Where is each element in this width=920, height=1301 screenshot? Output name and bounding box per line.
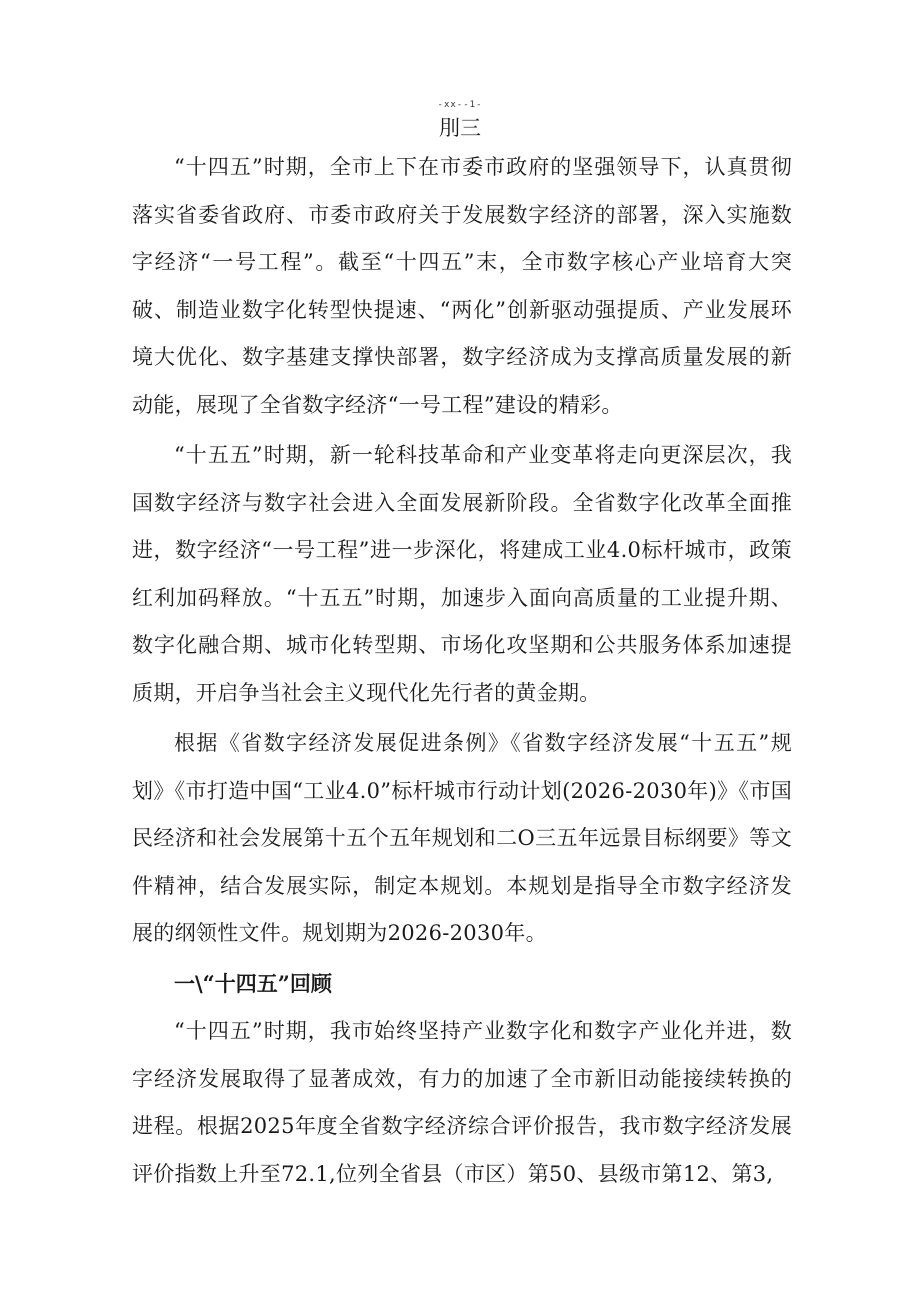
page-title: 刖三 [439,116,481,140]
paragraph-basis: 根据《省数字经济发展促进条例》《省数字经济发展“十五五”规划》《市打造中国“工业4.0”标杆城市行动计划(2026-2030年)》《市国民经济和社会发展第十五个五年规划和二O三五年远景目标纲要》等文件精神，结合发展实际，制定本规划。本规划是指导全市数字经济发展的纲领性文件。规划期为2026-2030年。 [132,731,792,946]
paragraph-review: “十四五”时期，我市始终坚持产业数字化和数字产业化并进，数字经济发展取得了显著成效，有力的加速了全市新旧动能接续转换的进程。根据2025年度全省数字经济综合评价报告，我市数字经济发展评价指数上升至72.1,位列全省县（市区）第50、县级市第12、第3, [132,1019,792,1186]
paragraph-intro: “十四五”时期，全市上下在市委市政府的坚强领导下，认真贯彻落实省委省政府、市委市政府关于发展数字经济的部署，深入实施数字经济“一号工程”。截至“十四五”末，全市数字核心产业培育大突破、制造业数字化转型快提速、“两化”创新驱动强提质、产业发展环境大优化、数字基建支撑快部署，数字经济成为支撑高质量发展的新动能，展现了全省数字经济“一号工程”建设的精彩。 [132,155,792,417]
section-heading: 一\“十四五”回顾 [174,971,332,996]
paragraph-outlook: “十五五”时期，新一轮科技革命和产业变革将走向更深层次，我国数字经济与数字社会进入全面发展新阶段。全省数字化改革全面推进，数字经济“一号工程”进一步深化，将建成工业4.0标杆城市，政策红利加码释放。“十五五”时期，加速步入面向高质量的工业提升期、数字化融合期、城市化转型期、市场化攻坚期和公共服务体系加速提质期，开启争当社会主义现代化先行者的黄金期。 [132,443,792,705]
page-number-mark: -xx--1- [437,100,483,110]
